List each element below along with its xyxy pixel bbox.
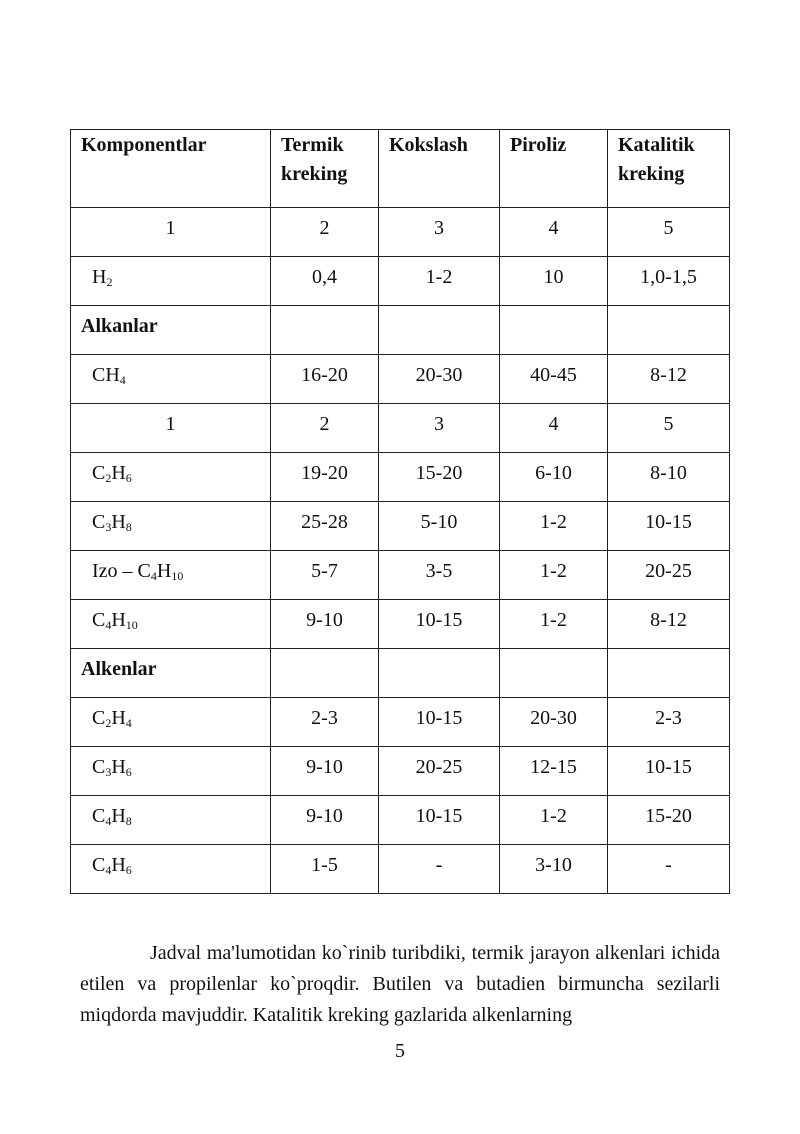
table-row	[71, 453, 730, 502]
section-row	[71, 649, 730, 698]
value-cell: 5-10	[379, 502, 500, 551]
value-cell: 5-7	[271, 551, 379, 600]
index-cell: 4	[500, 404, 608, 453]
value-cell: 3-10	[500, 845, 608, 894]
table-row	[71, 355, 730, 404]
empty-cell	[271, 306, 379, 355]
index-cell: 2	[271, 208, 379, 257]
component-name: $C_4H_8$	[71, 796, 271, 845]
table-row	[71, 551, 730, 600]
value-cell: 20-25	[379, 747, 500, 796]
component-name: $C_2H_4$	[71, 698, 271, 747]
index-row	[71, 404, 730, 453]
value-cell: 10-15	[608, 747, 730, 796]
value-cell: 1,0-1,5	[608, 257, 730, 306]
section-row	[71, 306, 730, 355]
header-pyrolysis: Piroliz	[500, 130, 608, 208]
component-name: $C_4H_6$	[71, 845, 271, 894]
value-cell: 6-10	[500, 453, 608, 502]
empty-cell	[379, 649, 500, 698]
table-row	[71, 845, 730, 894]
value-cell: 25-28	[271, 502, 379, 551]
value-cell: 10	[500, 257, 608, 306]
value-cell: 8-12	[608, 600, 730, 649]
value-cell: 20-30	[500, 698, 608, 747]
value-cell: 1-2	[500, 796, 608, 845]
value-cell: 1-2	[500, 600, 608, 649]
value-cell: 9-10	[271, 796, 379, 845]
component-name: $C_3H_8$	[71, 502, 271, 551]
value-cell: 10-15	[608, 502, 730, 551]
index-row	[71, 208, 730, 257]
value-cell: 1-5	[271, 845, 379, 894]
index-cell: 3	[379, 208, 500, 257]
index-cell: 4	[500, 208, 608, 257]
page-number: 5	[395, 1040, 405, 1062]
index-cell: 5	[608, 404, 730, 453]
value-cell: 10-15	[379, 600, 500, 649]
value-cell: 0,4	[271, 257, 379, 306]
index-cell: 1	[71, 404, 271, 453]
table-row	[71, 796, 730, 845]
paragraph-text: Jadval ma'lumotidan ko`rinib turibdiki, termik jarayon alkenlari ichida etilen va propilenlar ko`proqdir. Butilen va butadien birmuncha sezilarli miqdorda mavjuddir. Katalitik kreking gazlarida alkenlarning	[80, 942, 720, 1026]
value-cell: 16-20	[271, 355, 379, 404]
value-cell: 15-20	[379, 453, 500, 502]
value-cell: 1-2	[379, 257, 500, 306]
empty-cell	[608, 306, 730, 355]
value-cell: 1-2	[500, 502, 608, 551]
header-components: Komponentlar	[71, 130, 271, 208]
empty-cell	[271, 649, 379, 698]
value-cell: 1-2	[500, 551, 608, 600]
value-cell: -	[608, 845, 730, 894]
value-cell: 10-15	[379, 796, 500, 845]
section-label: Alkenlar	[71, 649, 271, 698]
table-row	[71, 698, 730, 747]
table-row	[71, 747, 730, 796]
index-cell: 3	[379, 404, 500, 453]
header-thermal-cracking: Termik kreking	[271, 130, 379, 208]
component-name: $C_2H_6$	[71, 453, 271, 502]
value-cell: 19-20	[271, 453, 379, 502]
value-cell: 9-10	[271, 600, 379, 649]
value-cell: 8-10	[608, 453, 730, 502]
value-cell: 2-3	[608, 698, 730, 747]
value-cell: 15-20	[608, 796, 730, 845]
header-coking: Kokslash	[379, 130, 500, 208]
value-cell: 20-25	[608, 551, 730, 600]
value-cell: 10-15	[379, 698, 500, 747]
index-cell: 5	[608, 208, 730, 257]
empty-cell	[500, 649, 608, 698]
table-row	[71, 257, 730, 306]
empty-cell	[500, 306, 608, 355]
component-name: $C_3H_6$	[71, 747, 271, 796]
header-catalytic-cracking: Katalitik kreking	[608, 130, 730, 208]
value-cell: 9-10	[271, 747, 379, 796]
component-name: $C_4H_{10}$	[71, 600, 271, 649]
value-cell: 12-15	[500, 747, 608, 796]
value-cell: 8-12	[608, 355, 730, 404]
composition-table	[70, 129, 730, 894]
table-row	[71, 502, 730, 551]
value-cell: 3-5	[379, 551, 500, 600]
component-name: Izo – $C_4H_{10}$	[71, 551, 271, 600]
value-cell: 20-30	[379, 355, 500, 404]
component-name: $CH_4$	[71, 355, 271, 404]
table-body	[71, 208, 730, 894]
index-cell: 1	[71, 208, 271, 257]
value-cell: 2-3	[271, 698, 379, 747]
section-label: Alkanlar	[71, 306, 271, 355]
value-cell: 40-45	[500, 355, 608, 404]
empty-cell	[608, 649, 730, 698]
index-cell: 2	[271, 404, 379, 453]
empty-cell	[379, 306, 500, 355]
body-paragraph	[80, 938, 720, 1031]
value-cell: -	[379, 845, 500, 894]
table-row	[71, 600, 730, 649]
component-name: $H_2$	[71, 257, 271, 306]
